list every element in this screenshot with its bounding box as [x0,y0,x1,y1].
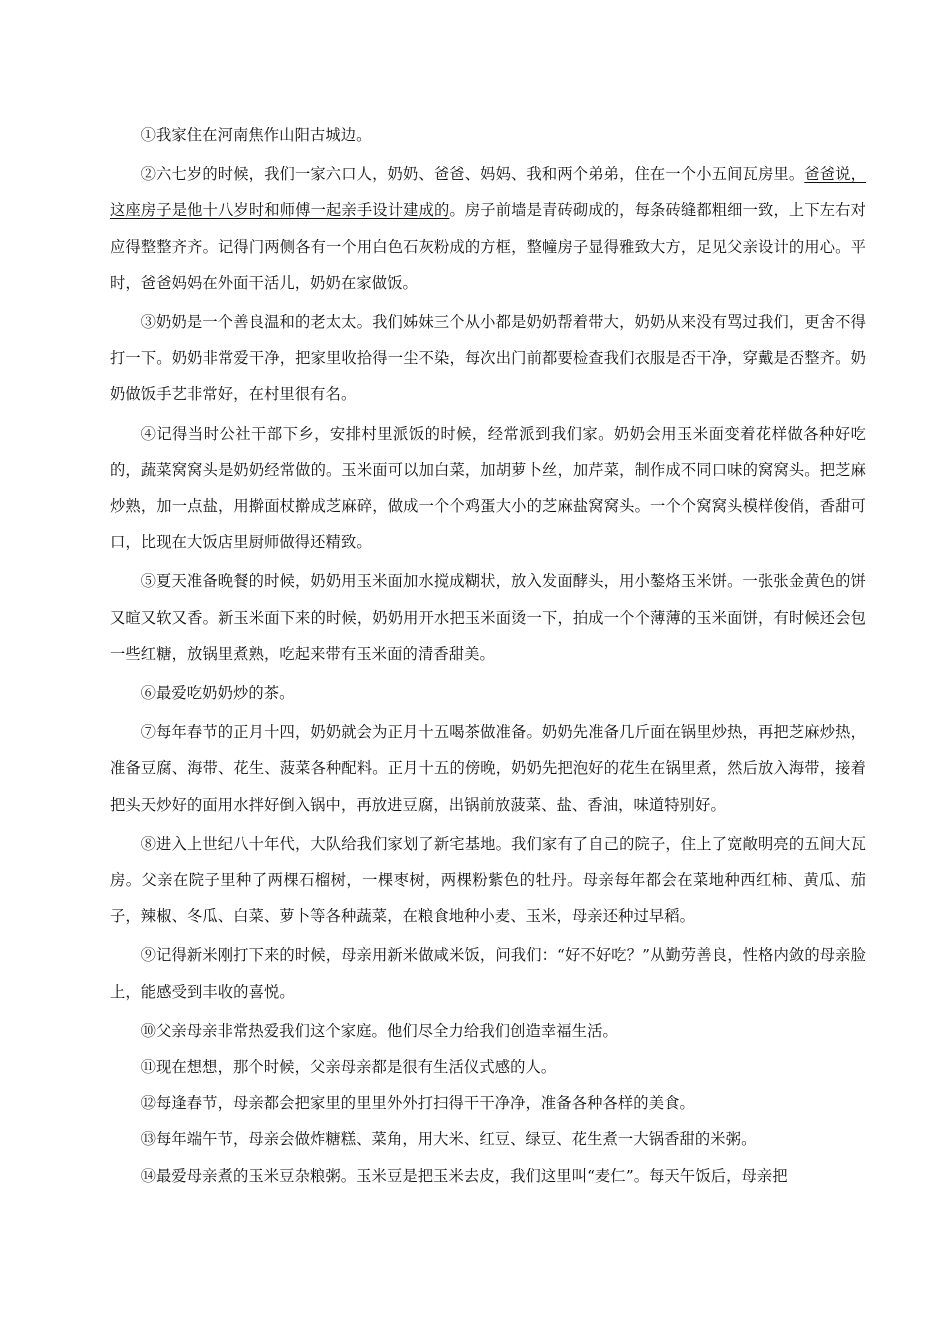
paragraph-4: ④记得当时公社干部下乡，安排村里派饭的时候，经常派到我们家。奶奶会用玉米面变着花样做各种好吃的，蔬菜窝窝头是奶奶经常做的。玉米面可以加白菜，加胡萝卜丝，加芹菜，制作成不同口味的窝窝头。把芝麻炒熟，加一点盐，用擀面杖擀成芝麻碎，做成一个个鸡蛋大小的芝麻盐窝窝头。一个个窝窝头模样俊俏，香甜可口，比现在大饭店里厨师做得还精致。 [110,424,866,552]
paragraph-5: ⑤夏天准备晚餐的时候，奶奶用玉米面加水搅成糊状，放入发面酵头，用小鏊烙玉米饼。一张张金黄色的饼又暄又软又香。新玉米面下来的时候，奶奶用开水把玉米面烫一下，拍成一个个薄薄的玉米面饼，有时候还会包一些红糖，放锅里煮熟，吃起来带有玉米面的清香甜美。 [110,572,866,663]
paragraph-13: ⑬每年端午节，母亲会做炸糖糕、菜角，用大米、红豆、绿豆、花生煮一大锅香甜的米粥。 [140,1130,757,1149]
underlined-sentence: 爸爸说，这座房子是他十八岁时和师傅一起亲手设计建成的 [110,165,866,220]
article-body [110,117,866,1194]
paragraph-2-rest: 。房子前墙是青砖砌成的，每条砖缝都粗细一致，上下左右对应得整整齐齐。记得门两侧各有一个用白色石灰粉成的方框，整幢房子显得雅致大方，足见父亲设计的用心。平时，爸爸妈妈在外面干活儿，奶奶在家做饭。 [110,201,867,292]
paragraph-14: ⑭最爱母亲煮的玉米豆杂粮粥。玉米豆是把玉米去皮，我们这里叫“麦仁”。每天午饭后，母亲把 [140,1166,788,1185]
paragraph-9: ⑨记得新米刚打下来的时候，母亲用新米做咸米饭，问我们：“好不好吃？”从勤劳善良，性格内敛的母亲脸上，能感受到丰收的喜悦。 [110,946,866,1001]
paragraph-8: ⑧进入上世纪八十年代，大队给我们家划了新宅基地。我们家有了自己的院子，住上了宽敞明亮的五间大瓦房。父亲在院子里种了两棵石榴树，一棵枣树，两棵粉紫色的牡丹。母亲每年都会在菜地种西红柿、黄瓜、茄子，辣椒、冬瓜、白菜、萝卜等各种蔬菜，在粮食地种小麦、玉米，母亲还种过早稻。 [110,834,866,926]
paragraph-6: ⑥最爱吃奶奶炒的茶。 [140,684,295,703]
paragraph-7: ⑦每年春节的正月十四，奶奶就会为正月十五喝茶做准备。奶奶先准备几斤面在锅里炒热，再把芝麻炒热，准备豆腐、海带、花生、菠菜各种配料。正月十五的傍晚，奶奶先把泡好的花生在锅里煮，然后放入海带，接着把头天炒好的面用水拌好倒入锅中，再放进豆腐，出锅前放菠菜、盐、香油，味道特别好。 [110,723,866,814]
paragraph-2-intro: ②六七岁的时候，我们一家六口人，奶奶、爸爸、妈妈、我和两个弟弟，住在一个小五间瓦房里。 [140,165,805,184]
paragraph-10: ⑩父亲母亲非常热爱我们这个家庭。他们尽全力给我们创造幸福生活。 [140,1021,618,1040]
paragraph-11: ⑪现在想想，那个时候，父亲母亲都是很有生活仪式感的人。 [140,1058,557,1077]
paragraph-12: ⑫每逢春节，母亲都会把家里的里里外外打扫得干干净净，准备各种各样的美食。 [140,1094,695,1113]
paragraph-1: ①我家住在河南焦作山阳古城边。 [140,126,372,144]
paragraph-3: ③奶奶是一个善良温和的老太太。我们姊妹三个从小都是奶奶帮着带大，奶奶从来没有骂过我们，更舍不得打一下。奶奶非常爱干净，把家里收拾得一尘不染，每次出门前都要检查我们衣服是否干净，穿戴是否整齐。奶奶做饭手艺非常好，在村里很有名。 [110,313,866,404]
paragraph-2 [110,156,866,301]
